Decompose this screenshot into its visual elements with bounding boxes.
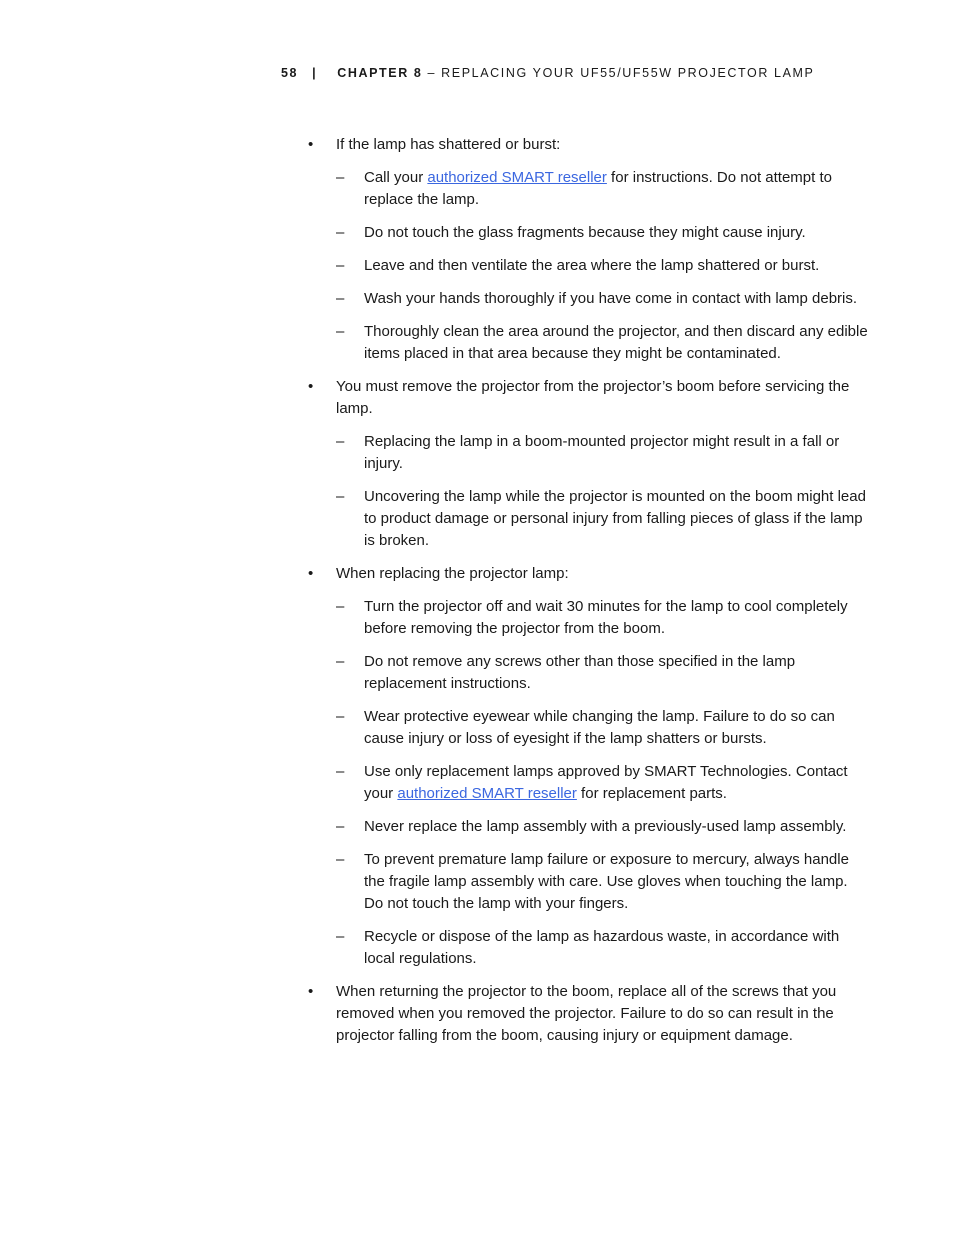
dash-mark: – (336, 290, 345, 307)
sub-item-text-after: for replacement parts. (576, 785, 727, 802)
dash-mark: – (336, 257, 345, 274)
dash-mark: – (336, 653, 345, 670)
sub-item (336, 651, 868, 695)
sub-item-text: Replacing the lamp in a boom-mounted projector might result in a fall or injury. (364, 433, 840, 472)
bullet-text: If the lamp has shattered or burst: (336, 136, 561, 153)
sub-item (336, 849, 868, 915)
sub-item (336, 596, 868, 640)
sub-item-text: Wear protective eyewear while changing the lamp. Failure to do so can cause injury or loss of eyesight if the lamp shatters or bursts. (364, 708, 835, 747)
sub-item (336, 167, 868, 211)
bullet-item (308, 134, 868, 365)
bullet-item (308, 376, 868, 552)
sub-item-text-after: for instructions. Do not attempt to replace the lamp. (364, 169, 832, 208)
bullet-mark: • (308, 983, 314, 1000)
sub-item-text: Uncovering the lamp while the projector is mounted on the boom might lead to product damage or personal injury from falling pieces of glass if the lamp is broken. (364, 488, 866, 549)
sub-item (336, 431, 868, 475)
authorized-reseller-link[interactable]: authorized SMART reseller (397, 785, 577, 802)
bullet-item (308, 563, 868, 970)
chapter-title: – REPLACING YOUR UF55/UF55W PROJECTOR LAMP (422, 66, 815, 80)
sub-item-text: Never replace the lamp assembly with a previously-used lamp assembly. (364, 818, 847, 835)
sub-item (336, 706, 868, 750)
sub-item-text: Do not touch the glass fragments because they might cause injury. (364, 224, 806, 241)
bullet-text: When returning the projector to the boom, replace all of the screws that you removed when you removed the projector. Failure to do so can result in the projector falling from the boom, causing injury or equipment damage. (336, 983, 837, 1044)
dash-mark: – (336, 323, 345, 340)
sub-item (336, 255, 868, 277)
sub-item-text: Do not remove any screws other than those specified in the lamp replacement instructions. (364, 653, 796, 692)
dash-mark: – (336, 169, 345, 186)
sub-item (336, 288, 868, 310)
sub-item-text-before: Use only replacement lamps approved by SMART Technologies. Contact your (364, 763, 848, 802)
authorized-reseller-link[interactable]: authorized SMART reseller (427, 169, 607, 186)
sub-item-text: Recycle or dispose of the lamp as hazardous waste, in accordance with local regulations. (364, 928, 840, 967)
header-separator: | (312, 66, 318, 80)
sub-item-text-before: Call your (364, 169, 428, 186)
dash-mark: – (336, 851, 345, 868)
dash-mark: – (336, 763, 345, 780)
sub-list (336, 596, 868, 970)
dash-mark: – (336, 818, 345, 835)
bullet-mark: • (308, 378, 314, 395)
dash-mark: – (336, 433, 345, 450)
dash-mark: – (336, 224, 345, 241)
sub-item (336, 926, 868, 970)
sub-item-text: Wash your hands thoroughly if you have come in contact with lamp debris. (364, 290, 858, 307)
bullet-mark: • (308, 565, 314, 582)
sub-item-text: To prevent premature lamp failure or exposure to mercury, always handle the fragile lamp assembly with care. Use gloves when touching the lamp. Do not touch the lamp with your fingers. (364, 851, 849, 912)
sub-item (336, 486, 868, 552)
content (308, 134, 868, 1058)
running-header (281, 66, 815, 80)
sub-item-text: Leave and then ventilate the area where the lamp shattered or burst. (364, 257, 820, 274)
sub-list (336, 167, 868, 365)
page-number: 58 (281, 66, 299, 80)
bullet-text: When replacing the projector lamp: (336, 565, 569, 582)
dash-mark: – (336, 488, 345, 505)
sub-item (336, 222, 868, 244)
bullet-item (308, 981, 868, 1047)
bullet-text: You must remove the projector from the projector’s boom before servicing the lamp. (336, 378, 850, 417)
sub-item (336, 761, 868, 805)
sub-item (336, 816, 868, 838)
sub-item-text: Thoroughly clean the area around the projector, and then discard any edible items placed in that area because they might be contaminated. (364, 323, 868, 362)
bullet-mark: • (308, 136, 314, 153)
chapter-label: CHAPTER 8 (337, 66, 423, 80)
dash-mark: – (336, 598, 345, 615)
sub-item (336, 321, 868, 365)
sub-item-text: Turn the projector off and wait 30 minutes for the lamp to cool completely before removing the projector from the boom. (364, 598, 848, 637)
dash-mark: – (336, 708, 345, 725)
dash-mark: – (336, 928, 345, 945)
sub-list (336, 431, 868, 552)
